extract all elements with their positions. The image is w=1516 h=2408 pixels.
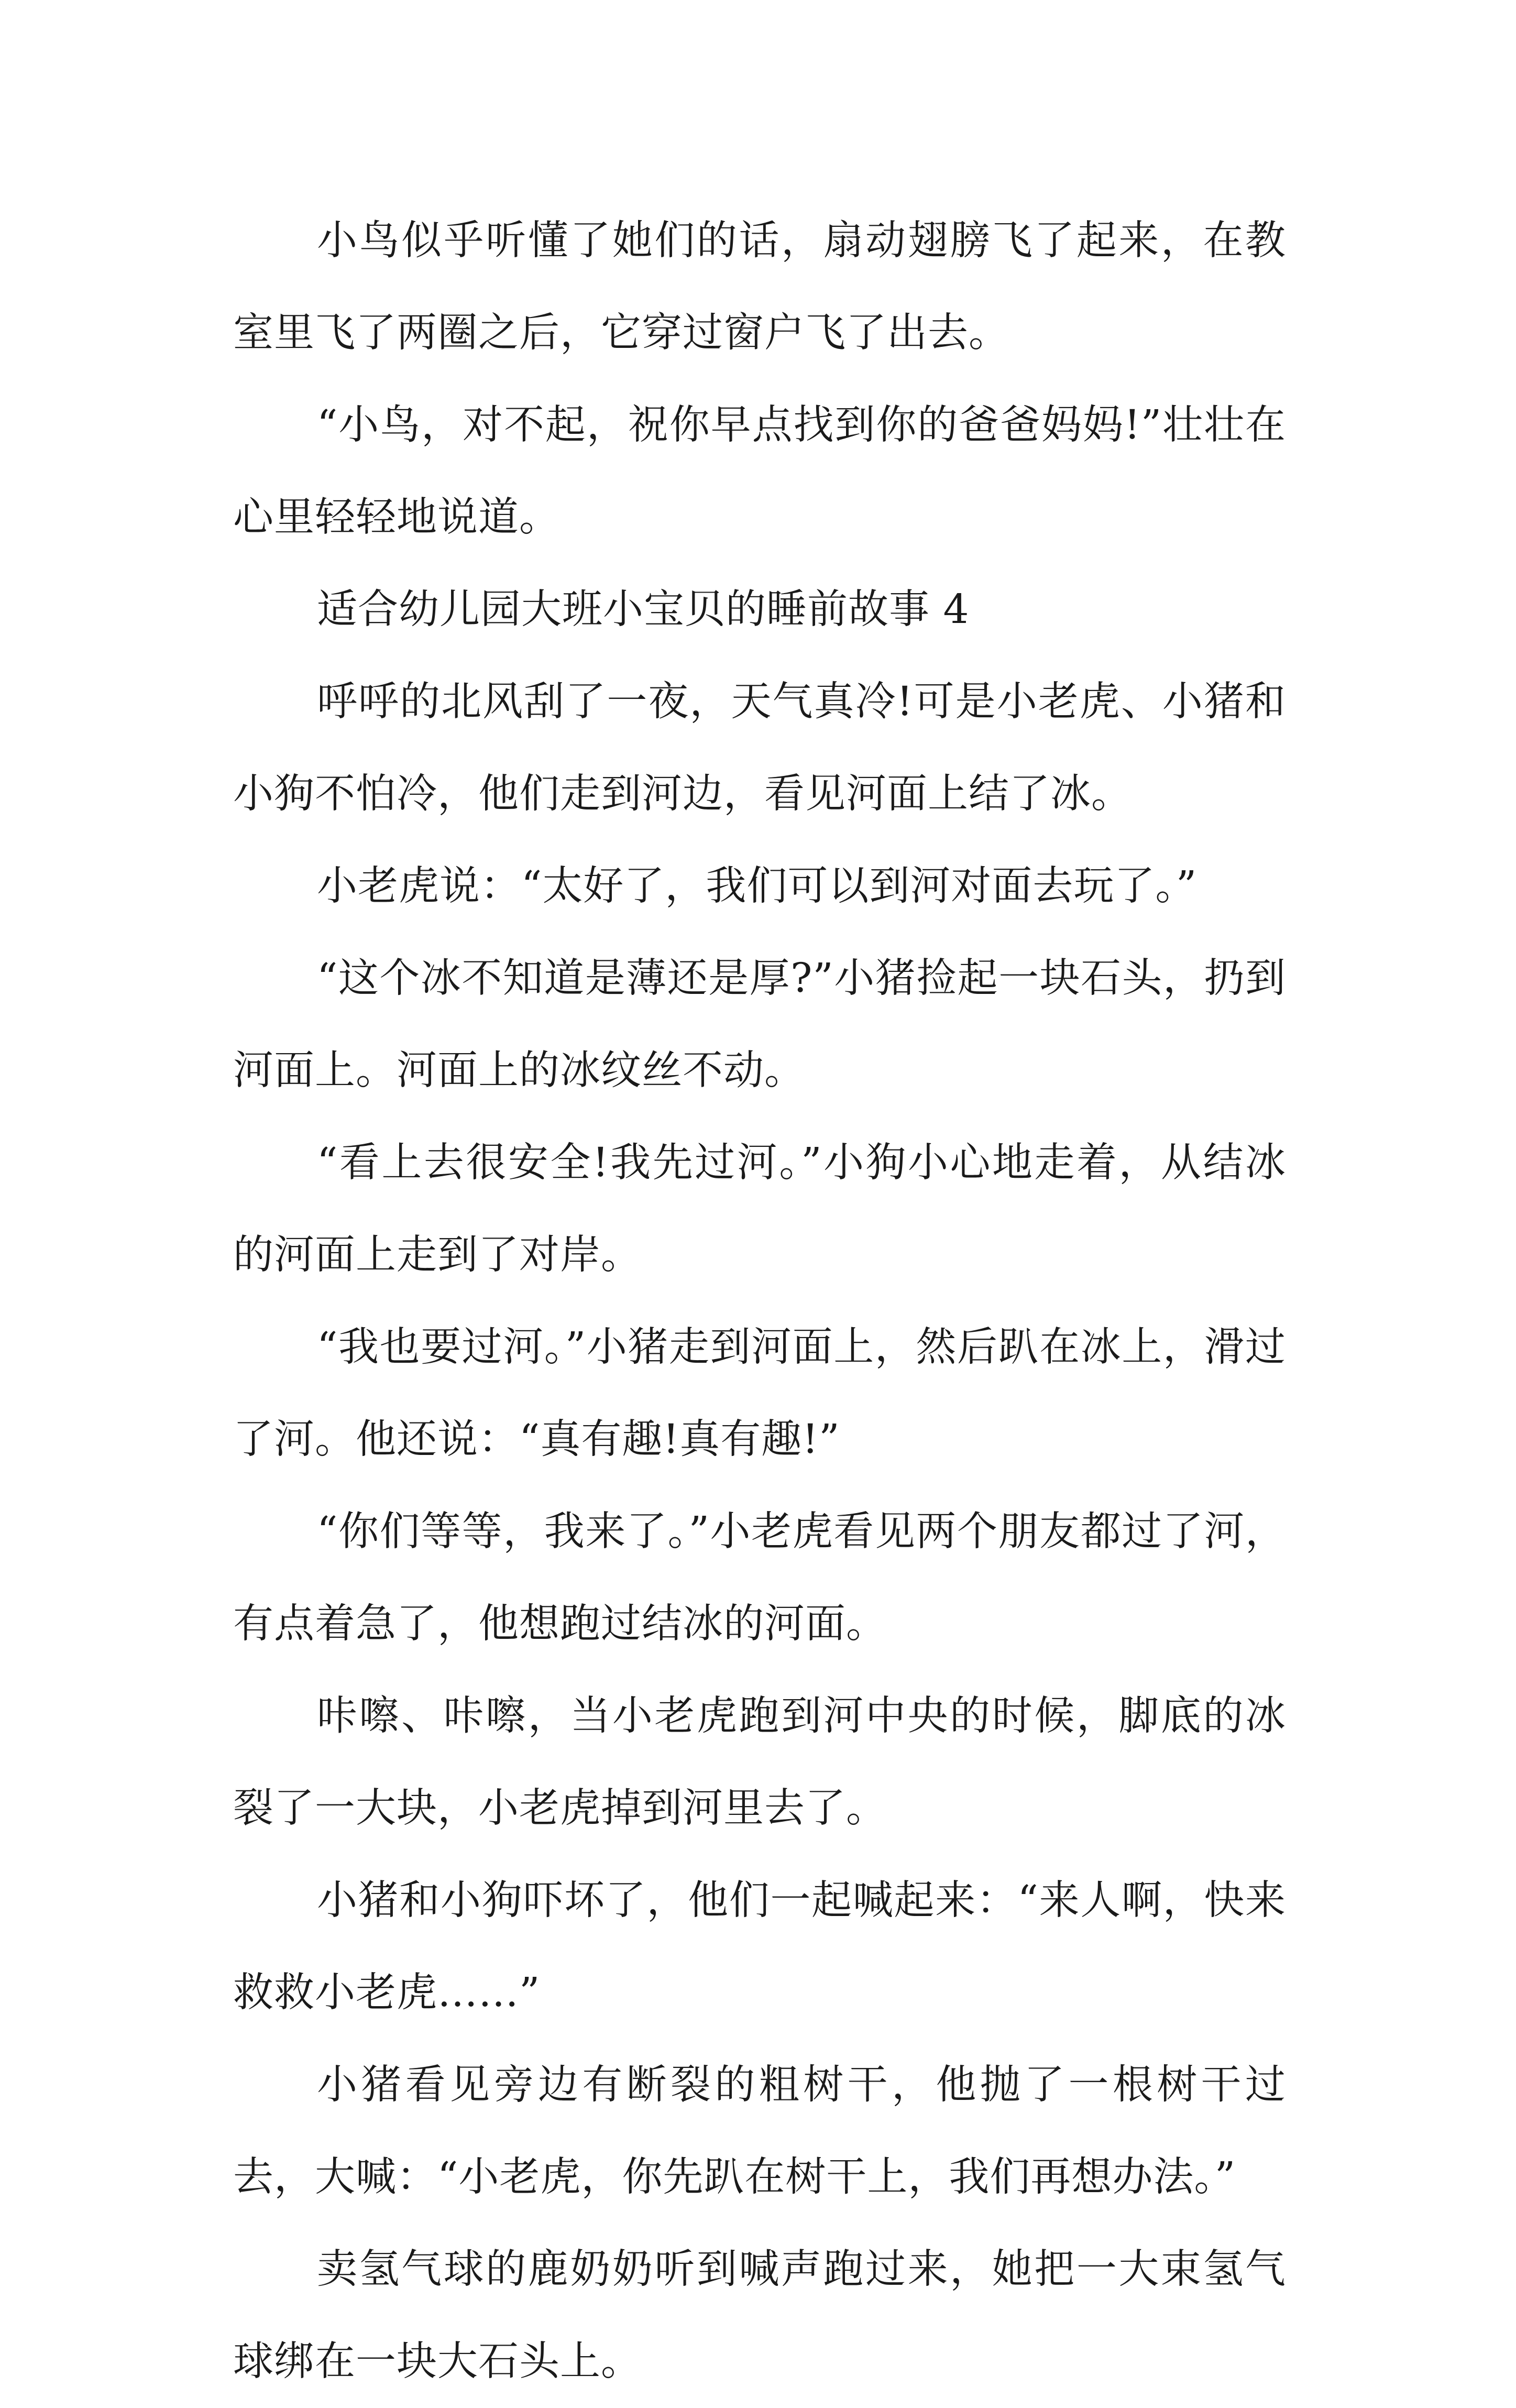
paragraph: “这个冰不知道是薄还是厚?”小猪捡起一块石头，扔到河面上。河面上的冰纹丝不动。 [233, 955, 1286, 1094]
paragraph: “我也要过河。”小猪走到河面上，然后趴在冰上，滑过了河。他还说：“真有趣!真有趣!” [233, 1324, 1286, 1463]
paragraph: 卖氢气球的鹿奶奶听到喊声跑过来，她把一大束氢气球绑在一块大石头上。 [233, 2246, 1286, 2385]
paragraph: 咔嚓、咔嚓，当小老虎跑到河中央的时候，脚底的冰裂了一大块，小老虎掉到河里去了。 [233, 1693, 1286, 1832]
paragraph: “你们等等，我来了。”小老虎看见两个朋友都过了河，有点着急了，他想跑过结冰的河面。 [233, 1508, 1286, 1647]
document-body [233, 195, 1286, 2408]
paragraph: 呼呼的北风刮了一夜，天气真冷!可是小老虎、小猪和小狗不怕冷，他们走到河边，看见河面上结了冰。 [233, 678, 1286, 817]
paragraph: 小鸟似乎听懂了她们的话，扇动翅膀飞了起来，在教室里飞了两圈之后，它穿过窗户飞了出去。 [233, 217, 1286, 356]
paragraph: 小猪看见旁边有断裂的粗树干，他抛了一根树干过去，大喊：“小老虎，你先趴在树干上，我们再想办法。” [233, 2062, 1286, 2201]
paragraph: 小猪和小狗吓坏了，他们一起喊起来：“来人啊，快来救救小老虎……” [233, 1877, 1286, 2016]
section-heading: 适合幼儿园大班小宝贝的睡前故事 4 [317, 586, 970, 633]
paragraph: “看上去很安全!我先过河。”小狗小心地走着，从结冰的河面上走到了对岸。 [233, 1140, 1286, 1278]
paragraph: “小鸟，对不起，祝你早点找到你的爸爸妈妈!”壮壮在心里轻轻地说道。 [233, 402, 1286, 541]
paragraph: 小老虎说：“太好了，我们可以到河对面去玩了。” [317, 863, 1198, 910]
